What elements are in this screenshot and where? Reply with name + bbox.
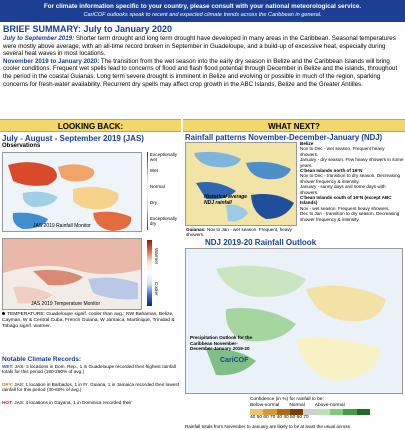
record-hot-text: JAS: 4 locations in Guyana, 1 in Dominica recorded their	[14, 400, 132, 405]
record-hot	[2, 400, 180, 405]
guianas-text: Nov to Jan - wet season. Frequent, heavy showers.	[186, 227, 292, 238]
record-hot-tag: HOT:	[2, 400, 13, 405]
temperature-monitor-map	[2, 238, 142, 310]
historical-average-label: Historical average NDJ rainfall	[204, 194, 248, 206]
temperature-map-graphic	[3, 239, 142, 310]
rainfall-monitor-map	[2, 152, 142, 232]
historical-rainfall-map	[185, 142, 297, 226]
pattern-south-nov: Nov - wet season. Frequent heavy showers.	[300, 205, 390, 211]
what-next-banner: WHAT NEXT?	[183, 119, 405, 132]
confidence-below: Below-normal	[250, 402, 280, 408]
guianas-pattern	[186, 227, 298, 237]
legend-cooler: Cooler	[154, 282, 160, 296]
rainfall-legend-scale	[147, 152, 148, 230]
pattern-north-jan: January - sunny days and some days with showers.	[300, 184, 386, 195]
pattern-north-novdec: Nov to Dec - transition to dry season. Decreasing shower frequency & intensity.	[300, 173, 401, 184]
pattern-belize-novdec: Nov to Dec - wet season. Frequent heavy showers.	[300, 146, 385, 157]
summary-paragraph-2	[3, 58, 402, 88]
ndj-patterns-title: Rainfall patterns November-December-January (NDJ)	[185, 133, 383, 142]
advisory-line-2: CariCOF outlooks speak to recent and expected climate trends across the Caribbean in general.	[83, 12, 322, 18]
summary-paragraph-1	[3, 35, 402, 58]
outlook-summary: Rainfall totals from November to January are likely to be at least the usual across	[185, 424, 350, 429]
legend-dry: Dry	[149, 200, 158, 205]
pattern-belize: Belize	[300, 141, 314, 146]
jas-title: July - August - September 2019 (JAS)	[2, 134, 144, 143]
record-wet-tag: WET:	[2, 364, 14, 369]
pattern-south-islands: C'bean Islands south of 16°N (except ABC Islands)	[300, 195, 392, 206]
pattern-north-islands: C'bean Islands north of 16°N	[300, 168, 363, 174]
legend-warmer: Warmer	[154, 248, 160, 265]
bullet-icon	[2, 312, 5, 315]
rainfall-map-caption: JAS 2019 Rainfall Monitor	[33, 223, 91, 229]
legend-normal: Normal	[149, 184, 165, 189]
confidence-title: Confidence (in %) for rainfall to be:	[250, 397, 324, 402]
record-wet-text: JAS: 3 locations in Dom. Rep., 1 in Guadeloupe recorded their highest rainfall totals for this period (180-260% of avg.)	[2, 364, 176, 375]
guianas-label: Guianas:	[186, 227, 206, 232]
records-title: Notable Climate Records:	[2, 356, 82, 363]
legend-wet: Wet	[149, 168, 159, 173]
pattern-belize-jan: January - dry season. Few heavy showers in some years.	[300, 157, 404, 168]
record-wet	[2, 364, 180, 375]
rainfall-map-graphic	[3, 153, 142, 232]
confidence-values: 40 50 60 70 40 40 50 60 70	[250, 414, 309, 420]
temperature-observation-text: TEMPERATURE: Guadeloupe signif. cooler than avg.; NW Bahamas, Belize, Cayman, W & Central Cuba, French Guiana, W Jamaica, Martinique, Trinidad & Tobago signif. warmer.	[2, 312, 175, 329]
record-dry-text: JAS: 1 location in Barbados, 1 in Fr. Guiana, 1 in Jamaica recorded their lowest rainfall for this period (30-60% of avg.)	[2, 382, 179, 393]
temperature-legend	[147, 240, 177, 306]
temperature-legend-scale	[147, 240, 152, 306]
confidence-normal: Normal	[289, 402, 305, 408]
rainfall-legend	[147, 152, 177, 230]
summary-p2-text: The transition from the wet season into the early dry season in Belize and the Caribbean Islands will bring cooler conditions. Frequent wet spells lead to concerns of flood and flash flood potential through December in Belize and the islands, throughout the period in the coastal Guianas. Long term severe drought is imminent in Belize and evolving or possible in much of the region, sparking concerns for fresh-water availability. Recurrent dry spells may affect crop growth in the ABC Islands, Belize and the Greater Antilles.	[3, 57, 398, 88]
confidence-above: Above-normal	[314, 402, 345, 408]
legend-exceptionally-dry: Exceptionally dry	[149, 216, 177, 227]
rainfall-patterns-list	[300, 141, 404, 222]
advisory-banner	[0, 0, 405, 22]
historical-map-graphic	[186, 143, 297, 226]
observations-label: Observations	[2, 143, 41, 149]
outlook-map-graphic	[186, 249, 403, 394]
caricof-logo: CariCOF	[220, 357, 249, 364]
temperature-observation	[2, 312, 180, 329]
confidence-legend	[250, 397, 370, 420]
rainfall-outlook-map	[185, 248, 403, 394]
jas-heading	[2, 134, 144, 149]
advisory-line-1: For climate information specific to your country, please consult with your national meteorological service.	[43, 3, 362, 10]
summary-p1-lead: July to September 2019:	[3, 35, 75, 42]
confidence-colorbar	[250, 409, 370, 415]
record-dry-tag: DRY:	[2, 382, 13, 387]
summary-p2-lead: November 2019 to January 2020:	[3, 57, 100, 65]
looking-back-banner: LOOKING BACK:	[0, 119, 181, 132]
summary-title: BRIEF SUMMARY: July to January 2020	[3, 24, 173, 34]
temperature-map-caption: JAS 2019 Temperature Monitor	[31, 301, 101, 307]
brief-summary	[3, 24, 402, 88]
outlook-title: NDJ 2019-20 Rainfall Outlook	[205, 238, 317, 247]
record-dry	[2, 382, 180, 393]
summary-p1-text: Shorter term drought and long term drought have developed in many areas in the Caribbean. Seasonal temperatures were mostly above average, with an all-time record broken in September in Guadeloupe, and a build-up of excessive heat, especially during several heat waves in most locations.	[3, 35, 396, 58]
outlook-caption: Precipitation Outlook for the Caribbean November-December-January 2019-20	[190, 335, 253, 352]
pattern-south-decjan: Dec to Jan - transition to dry season. Decreasing shower frequency & intensity.	[300, 211, 400, 222]
legend-exceptionally-wet: Exceptionally wet	[149, 152, 177, 163]
